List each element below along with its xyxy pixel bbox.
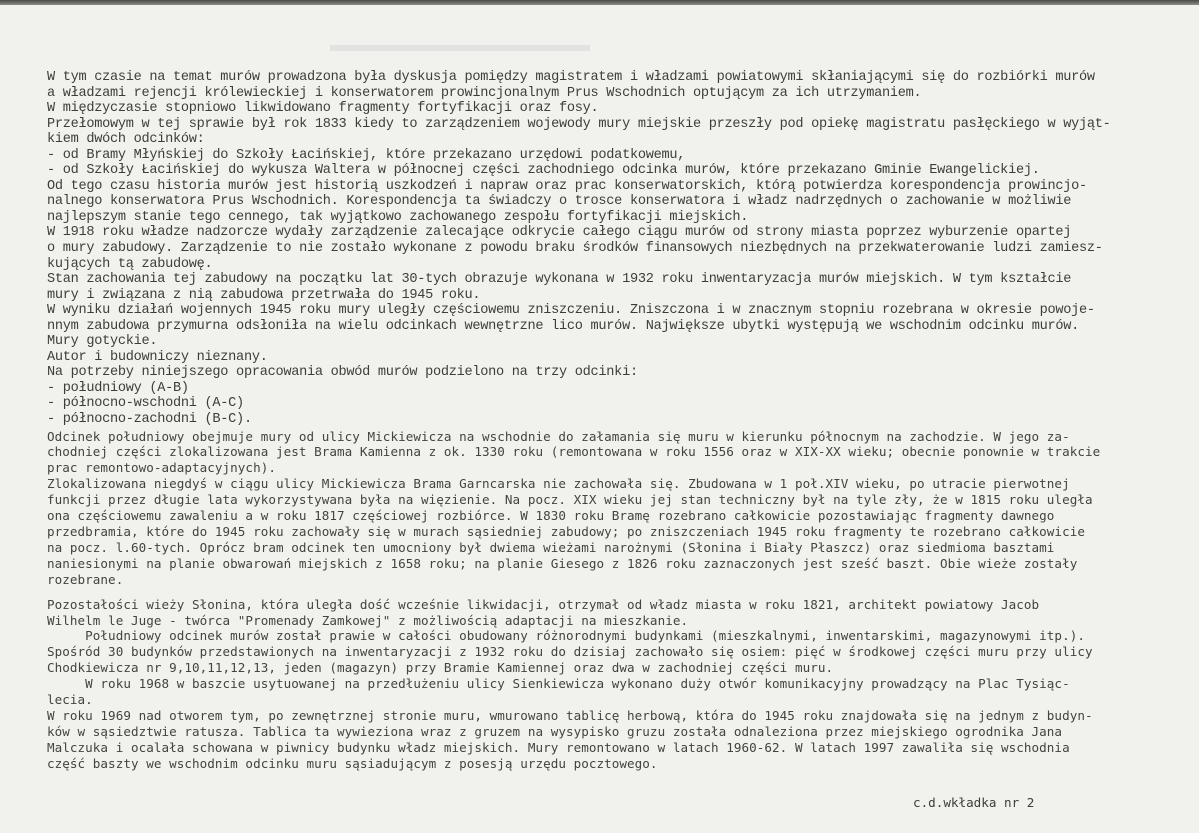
text-line: W międzyczasie stopniowo likwidowano fragmenty fortyfikacji oraz fosy. (47, 101, 599, 117)
text-line: W roku 1969 nad otworem tym, po zewnętrznej stronie muru, wmurowano tablicę herbową, która do 1945 roku znajdowała się na jednym z budyn- (47, 707, 1093, 723)
section-south-segment (47, 429, 1157, 588)
text-line: o mury zabudowy. Zarządzenie to nie zostało wykonane z powodu braku środków finansowych niezbędnych na przekwaterowanie ludzi zamiesz- (47, 241, 1103, 257)
text-line: W roku 1968 w baszcie usytuowanej na przedłużeniu ulicy Sienkiewicza wykonano duży otwór komunikacyjny prowadzący na Plac Tysiąc- (47, 676, 1070, 692)
text-line: najlepszym stanie tego cennego, tak wyjątkowo zachowanego zespołu fortyfikacji miejskich. (47, 209, 749, 225)
text-line: W tym czasie na temat murów prowadzona była dyskusja pomiędzy magistratem i władzami powiatowymi skłaniającymi się do rozbiórki murów (47, 70, 1095, 85)
text-line: Zlokalizowana niegdyś w ciągu ulicy Mickiewicza Brama Garncarska nie zachowała się. Zbudowana w 1 poł.XIV wieku, po utracie pierwotnej (47, 476, 1070, 492)
text-line: funkcji przez długie lata wykorzystywana była na więzienie. Na pocz. XIX wieku jej stan techniczny był na tyle zły, że w 1815 roku uległa (47, 492, 1093, 508)
text-line: nalnego konserwatora Prus Wschodnich. Korespondencja ta świadczy o trosce konserwatora i władz nadrzędnych o zachowanie w możliwie (47, 194, 1072, 210)
text-line: - od Szkoły Łacińskiej do wykusza Waltera w północnej części zachodniego odcinka murów, które przekazano Gminie Ewangelickiej. (47, 163, 1040, 179)
section-gap (47, 588, 1157, 596)
text-line: W wyniku działań wojennych 1945 roku mury uległy częściowemu zniszczeniu. Zniszczona i w znacznym stopniu rozebrana w okresie powoje- (47, 303, 1095, 319)
text-line: Mury gotyckie. (47, 334, 158, 350)
text-line: naniesionymi na planie obwarowań miejskich z 1658 roku; na planie Giesego z 1826 roku zaznaczonych jest sześć baszt. Obie wieże zostały (47, 555, 1078, 571)
text-line: rozebrane. (47, 571, 124, 587)
section-buildings (47, 597, 1157, 772)
text-line: Przełomowym w tej sprawie był rok 1833 kiedy to zarządzeniem wojewody mury miejskie przeszły pod opiekę magistratu pasłęckiego w wyjąt- (47, 116, 1111, 132)
text-line: kujących tą zabudowę. (47, 256, 213, 272)
text-line: prac remontowo-adaptacyjnych). (47, 460, 276, 476)
text-line: część baszty we wschodnim odcinku muru sąsiadującym z posesją urzędu pocztowego. (47, 755, 658, 771)
bleed-through-mark (330, 45, 590, 51)
text-line: Wilhelm le Juge - twórca "Promenady Zamkowej" z możliwością adaptacji na mieszkanie. (47, 612, 689, 628)
text-line: - południowy (A-B) (47, 380, 189, 396)
text-line: Stan zachowania tej zabudowy na początku lat 30-tych obrazuje wykonana w 1932 roku inwentaryzacja murów miejskich. W tym kształcie (47, 272, 1072, 288)
text-line: - północno-wschodni (A-C) (47, 396, 244, 412)
text-line: chodniej części zlokalizowana jest Brama Kamienna z ok. 1330 roku (remontowana w roku 1556 oraz w XIX-XX wieku; obecnie ponownie w trakcie (47, 444, 1101, 460)
text-line: lecia. (47, 692, 93, 708)
text-line: Malczuka i ocalała schowana w piwnicy budynku władz miejskich. Mury remontowano w latach 1960-62. W latach 1997 zawaliła się wschodnia (47, 739, 1070, 755)
text-line: Od tego czasu historia murów jest historią uszkodzeń i napraw oraz prac konserwatorskich, którą potwierdza korespondencja prowincjo- (47, 178, 1087, 194)
text-line: a władzami rejencji królewieckiej i konserwatorem prowincjonalnym Prus Wschodnich optującym za ich utrzymaniem. (47, 85, 922, 101)
text-line: nnym zabudowa przymurna odsłoniła na wielu odcinkach wewnętrzne lico murów. Największe ubytki występują we wschodnim odcinku murów. (47, 318, 1079, 334)
text-line: ona częściowemu zawaleniu a w roku 1817 częściowej rozbiórce. W 1830 roku Bramę rozebrano całkowicie pozostawiając fragmenty dawnego (47, 508, 1055, 524)
text-line: przedbramia, które do 1945 roku zachowały się w murach sąsiedniej zabudowy; po zniszczeniach 1945 roku fragmenty te rozebrano całkowicie (47, 524, 1085, 540)
text-line: W 1918 roku władze nadzorcze wydały zarządzenie zalecające odkrycie całego ciągu murów od strony miasta poprzez wyburzenie opartej (47, 225, 1072, 241)
text-line: - od Bramy Młyńskiej do Szkoły Łacińskiej, które przekazano urzędowi podatkowemu, (47, 147, 686, 163)
text-line: - północno-zachodni (B-C). (47, 412, 252, 428)
section-history (47, 70, 1157, 428)
text-line: Chodkiewicza nr 9,10,11,12,13, jeden (magazyn) przy Bramie Kamiennej oraz dwa w zachodniej części muru. (47, 660, 834, 676)
text-line: Pozostałości wieży Słonina, która uległa dość wcześnie likwidacji, otrzymał od władz miasta w roku 1821, architekt powiatowy Jacob (47, 596, 1040, 612)
text-line: mury i związana z nią zabudowa przetrwała do 1945 roku. (47, 287, 481, 303)
text-line: na pocz. l.60-tych. Oprócz bram odcinek ten umocniony był dwiema wieżami narożnymi (Słonina i Biały Płaszcz) oraz siedmioma basztami (47, 539, 1055, 555)
continuation-note: c.d.wkładka nr 2 (913, 795, 1035, 810)
text-line: kiem dwóch odcinków: (47, 132, 205, 148)
text-line: Południowy odcinek murów został prawie w całości obudowany różnorodnymi budynkami (mieszkalnymi, inwentarskimi, magazynowymi itp.). (47, 628, 1085, 644)
document-body (47, 70, 1157, 772)
text-line: Spośród 30 budynków przedstawionych na inwentaryzacji z 1932 roku do dzisiaj zachowało się osiem: pięć w środkowej części muru przy ulicy (47, 644, 1093, 660)
text-line: ków w sąsiedztwie ratusza. Tablica ta wywieziona wraz z gruzem na wysypisko gruzu została odnaleziona przez miejskiego ogrodnika Jana (47, 723, 1063, 739)
text-line: Na potrzeby niniejszego opracowania obwód murów podzielono na trzy odcinki: (47, 365, 638, 381)
text-line: Odcinek południowy obejmuje mury od ulicy Mickiewicza na wschodnie do załamania się muru w kierunku północnym na zachodzie. W jego za- (47, 428, 1070, 444)
text-line: Autor i budowniczy nieznany. (47, 349, 268, 365)
